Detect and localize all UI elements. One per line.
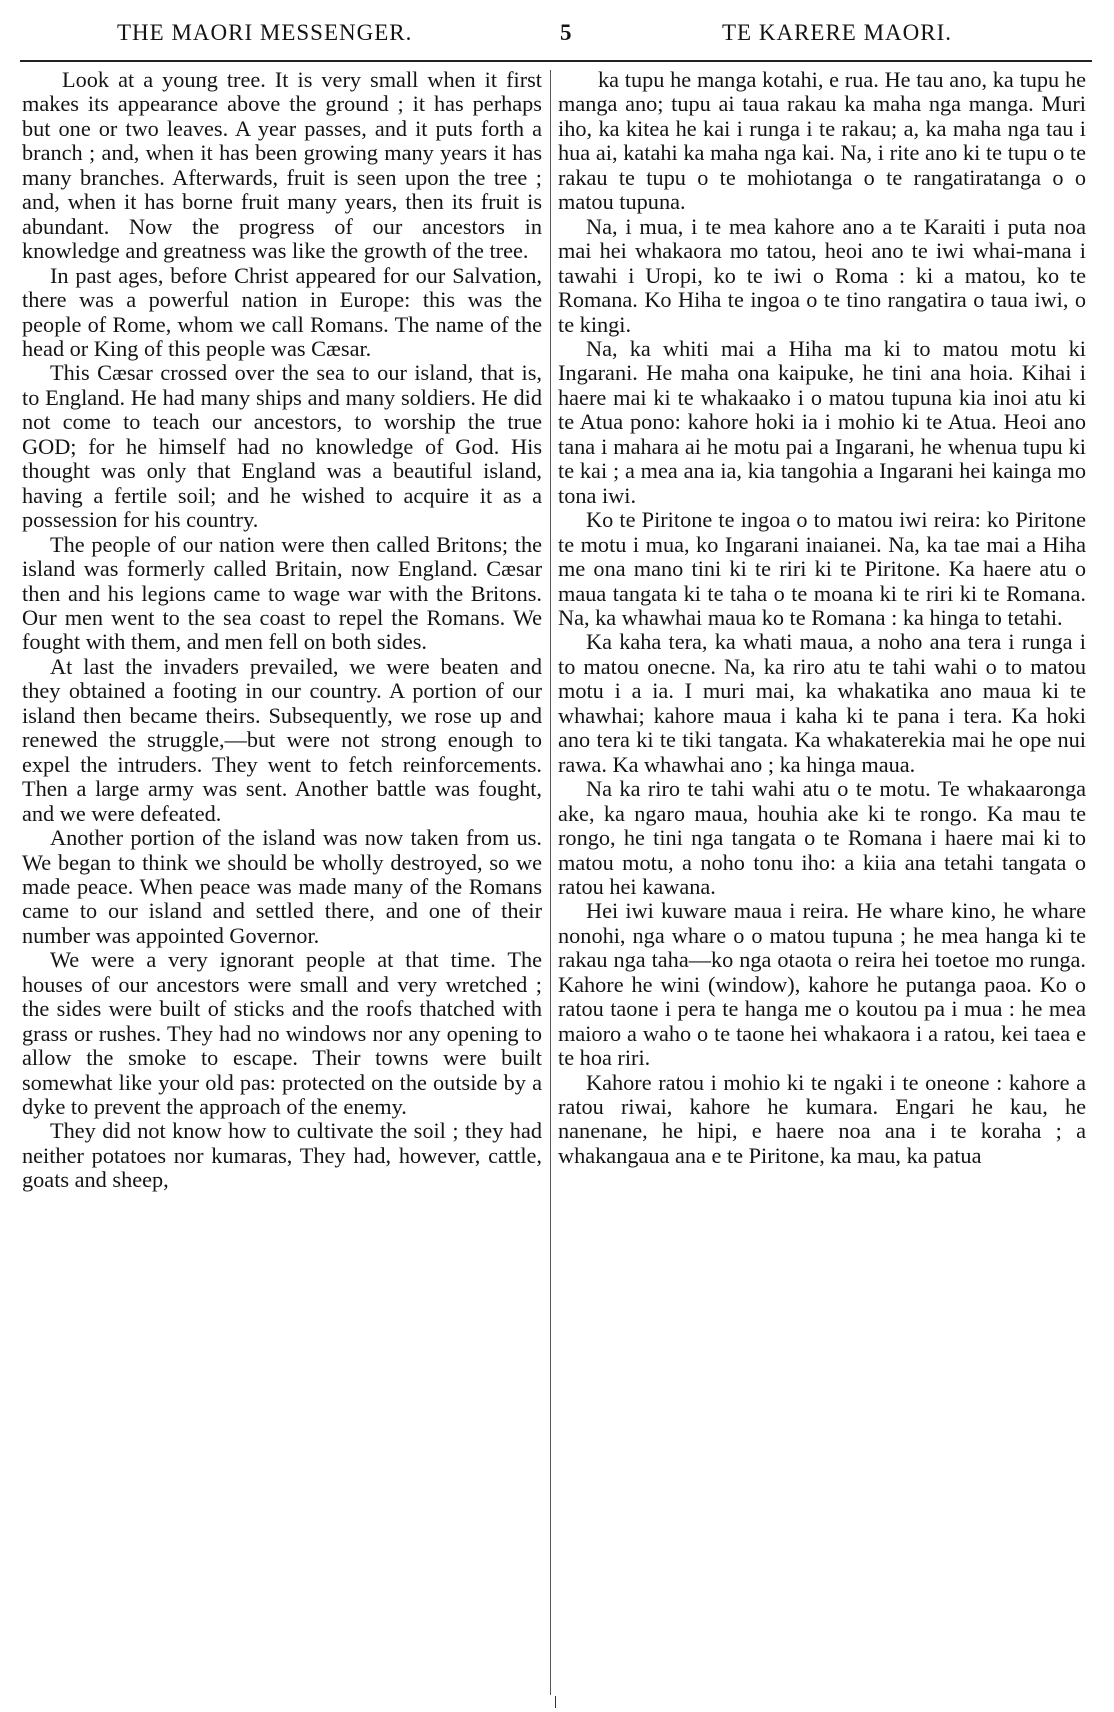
column-divider-tail	[555, 1696, 556, 1708]
english-paragraph: In past ages, before Christ appeared for our Salvation, there was a powerful nation in Europe: this was the people of Rome, whom we call Romans. The name of the head or King of this people was Cæsar.	[22, 262, 542, 361]
header-rule	[20, 60, 1092, 62]
maori-paragraph: ka tupu he manga kotahi, e rua. He tau ano, ka tupu he manga ano; tupu ai taua rakau ka maha nga manga. Muri iho, ka kitea he kai i runga i te rakau; a, ka maha nga tau i hua ai, katahi ka maha nga kai. Na, i rite ano ki te tupu o te rakau te tupu o te mohiotanga o te rangatiratanga o o matou tupuna.	[558, 68, 1086, 215]
english-paragraph: Another portion of the island was now taken from us. We began to think we should be wholly destroyed, so we made peace. When peace was made many of the Romans came to our island and settled there, and one of their number was appointed Governor.	[22, 825, 542, 948]
maori-paragraph: Kahore ratou i mohio ki te ngaki i te oneone : kahore a ratou riwai, kahore he kumara. Engari he kau, he nanenane, he hipi, e haere noa ana i te koraha ; a whakangaua ana e te Piritone, ka mau, ka patua	[558, 1069, 1086, 1168]
page-number: 5	[560, 20, 573, 45]
english-paragraph: At last the invaders prevailed, we were beaten and they obtained a footing in our country. A portion of our island then became theirs. Subsequently, we rose up and renewed the struggle,—but were not strong enough to expel the intruders. They went to fetch reinforcements. Then a large army was sent. Another battle was fought, and we were defeated.	[22, 653, 542, 826]
maori-paragraph: Na, i mua, i te mea kahore ano a te Karaiti i puta noa mai hei whakaora mo tatou, heoi ano te iwi whai-mana i tawahi i Uropi, ko te iwi o Roma : ki a matou, ko te Romana. Ko Hiha te ingoa o te tino rangatira o taua iwi, o te kingi.	[558, 213, 1086, 337]
header-english-title: THE MAORI MESSENGER.	[117, 20, 413, 45]
english-paragraph: They did not know how to cultivate the soil ; they had neither potatoes nor kumaras, They had, however, cattle, goats and sheep,	[22, 1118, 542, 1193]
english-paragraph: We were a very ignorant people at that time. The houses of our ancestors were small and very wretched ; the sides were built of sticks and the roofs thatched with grass or rushes. They had no windows nor any opening to allow the smoke to escape. Their towns were built somewhat like your old pas: protected on the outside by a dyke to prevent the approach of the enemy.	[22, 947, 542, 1120]
page-header	[22, 14, 1092, 50]
maori-paragraph: Ko te Piritone te ingoa o to matou iwi reira: ko Piritone te motu i mua, ko Ingarani inaianei. Na, ka tae mai a Hiha me ona mano tini ki te riri ki te Piritone. Ka haere atu o maua tangata ki te taha o te moana ki te riri ki te Romana. Na, ka whawhai maua ko te Romana : ka hinga to tetahi.	[558, 507, 1086, 630]
english-paragraph: Look at a young tree. It is very small when it first makes its appearance above the ground ; it has perhaps but one or two leaves. A year passes, and it puts forth a branch ; and, when it has been growing many years it has many branches. Afterwards, fruit is seen upon the tree ; and, when it has borne fruit many years, then its fruit is abundant. Now the progress of our ancestors in knowledge and greatness was like the growth of the tree.	[22, 68, 542, 264]
english-column	[22, 68, 542, 1698]
maori-paragraph: Na, ka whiti mai a Hiha ma ki to matou motu ki Ingarani. He maha ona kaipuke, he tini ana hoia. Kihai i haere mai ki te whakaako i o matou tupuna kia inoi atu ki te Atua pono: kahore hoki ia i mohio ki te Atua. Heoi ano tana i mahara ai he motu pai a Ingarani, he whenua tupu ki te kai ; a mea ana ia, kia tangohia a Ingarani hei kainga mo tona iwi.	[558, 335, 1086, 508]
maori-paragraph: Na ka riro te tahi wahi atu o te motu. Te whakaaronga ake, ka ngaro maua, houhia ake ki te rongo. Ka mau te rongo, he tini nga tangata o te Romana i haere mai ki to matou motu, a noho tonu iho: a kiia ana tetahi tangata o ratou hei kawana.	[558, 776, 1086, 899]
maori-paragraph: Ka kaha tera, ka whati maua, a noho ana tera i runga i to matou onecne. Na, ka riro atu te tahi wahi o to matou motu i a ia. I muri mai, ka whakatika ano maua ki te whawhai; kahore maua i kaha ki te pana i tera. Ka hoki ano tera ki te tiki tangata. Ka whakaterekia mai he ope nui rawa. Ka whawhai ano ; ka hinga maua.	[558, 629, 1086, 777]
header-maori-title: TE KARERE MAORI.	[722, 20, 953, 45]
english-paragraph: The people of our nation were then called Britons; the island was formerly called Britain, now England. Cæsar then and his legions came to wage war with the Britons. Our men went to the sea coast to repel the Romans. We fought with them, and men fell on both sides.	[22, 531, 542, 655]
maori-paragraph: Hei iwi kuware maua i reira. He whare kino, he whare nonohi, nga whare o o matou tupuna ; he mea hanga ki te rakau nga taha—ko nga otaota o reira hei toetoe mo runga. Kahore he wini (window), kahore he putanga paoa. Ko o ratou taone i pera te hanga me o koutou pa i mua : he mea maioro a waho o te taone hei whakaora i a ratou, kei taea e te hoa riri.	[558, 898, 1086, 1071]
maori-column	[558, 68, 1086, 1698]
column-divider	[550, 70, 551, 1695]
english-paragraph: This Cæsar crossed over the sea to our island, that is, to England. He had many ships and many soldiers. He did not come to teach our ancestors, to worship the true GOD; for he himself had no knowledge of God. His thought was only that England was a beautiful island, having a fertile soil; and he wished to acquire it as a possession for his country.	[22, 360, 542, 533]
